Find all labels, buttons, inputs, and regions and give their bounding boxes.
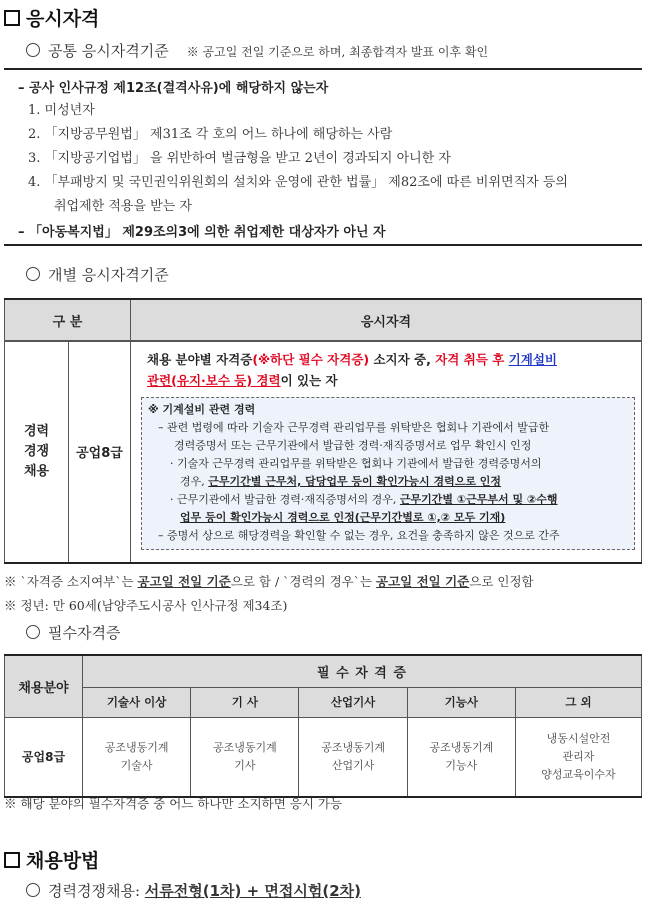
note-emph: 공고일 전일 기준 — [137, 574, 231, 589]
table-header-division: 구 분 — [5, 299, 131, 341]
recruitment-method-label: 경력경쟁채용: — [48, 882, 145, 900]
note-part: 으로 인정함 — [469, 574, 534, 589]
table-cell — [191, 717, 299, 797]
note-retirement-age: ※ 정년: 만 60세(남양주도시공사 인사규정 제34조) — [4, 598, 288, 613]
cell-line: 산업기사 — [331, 758, 375, 772]
cell-line: 냉동시설안전 — [546, 731, 611, 745]
common-criteria-note: ※ 공고일 전일 기준으로 하며, 최종합격자 발표 이후 확인 — [186, 45, 489, 59]
note-emph: 공고일 전일 기준 — [376, 574, 470, 589]
req-text-mech: 기계설비 — [508, 352, 557, 367]
req-text-g: 이 있는 자 — [280, 373, 338, 388]
recruitment-method-value: 서류전형(1차) + 면접시험(2차) — [144, 882, 361, 900]
career-note-emph: 근무기간별 ①근무부서 및 ②수행 — [399, 493, 558, 506]
table-cell — [83, 717, 191, 797]
disqualification-list — [28, 99, 568, 219]
career-note-title: ※ 기계설비 관련 경력 — [148, 403, 256, 416]
qualification-text — [141, 349, 635, 391]
section-title-qualifications — [4, 4, 99, 31]
table-header-col: 기능사 — [407, 687, 515, 717]
list-item: 2. 「지방공무원법」 제31조 각 호의 어느 하나에 해당하는 사람 — [28, 127, 393, 142]
row-group-career: 경력 경쟁 채용 — [5, 341, 69, 564]
disqualification-heading: – 공사 인사규정 제12조(결격사유)에 해당하지 않는자 — [18, 81, 329, 96]
req-text-c: 소지자 중, — [369, 352, 436, 367]
note-part: ※ `자격증 소지여부`는 — [4, 574, 138, 589]
common-criteria-line — [26, 40, 488, 61]
cell-line: 관리자 — [562, 749, 595, 763]
section-title-recruitment-method — [4, 846, 99, 873]
individual-criteria-label: 개별 응시자격기준 — [48, 266, 169, 284]
note-any-one-cert: ※ 해당 분야의 필수자격증 중 어느 하나만 소지하면 응시 가능 — [4, 796, 343, 811]
common-criteria-label: 공통 응시자격기준 — [48, 42, 169, 60]
divider-top — [4, 68, 642, 70]
checkbox-square-icon — [4, 852, 20, 868]
checkbox-square-icon — [4, 10, 20, 26]
table-header-required: 필 수 자 격 증 — [83, 655, 642, 687]
table-header-col: 그 외 — [515, 687, 641, 717]
cell-line: 양성교육이수자 — [541, 767, 616, 781]
career-note-line: · 기술자 근무경력 관리업무를 위탁받은 협회나 기관에서 발급한 경력증명서의 — [170, 457, 542, 470]
note-qualification-date — [4, 572, 534, 590]
career-note-box — [141, 397, 635, 550]
table-header-col: 기 사 — [191, 687, 299, 717]
career-note-emph: 업무 등이 확인가능시 경력으로 인정(근무기간별로 ①,② 모두 기재) — [180, 511, 506, 524]
career-note-line — [148, 473, 628, 491]
req-text-related-career: 관련(유지·보수 등) 경력 — [147, 373, 281, 388]
career-note-line — [148, 491, 628, 509]
row-field-industrial8: 공업8급 — [5, 717, 83, 797]
career-note-part: 경우, — [180, 475, 209, 488]
individual-criteria-line — [26, 264, 169, 285]
table-cell — [407, 717, 515, 797]
circle-bullet-icon — [26, 625, 40, 639]
circle-bullet-icon — [26, 883, 40, 897]
qualification-cell — [131, 341, 642, 564]
row-field-industrial8: 공업8급 — [69, 341, 131, 564]
career-note-line: – 관련 법령에 따라 기술자 근무경력 관리업무를 위탁받은 협회나 기관에서 발급한 — [158, 421, 550, 434]
divider-bottom — [4, 244, 642, 246]
circle-bullet-icon — [26, 43, 40, 57]
required-cert-label: 필수자격증 — [48, 624, 121, 642]
child-welfare-law-line: – 「아동복지법」 제29조의3에 의한 취업제한 대상자가 아닌 자 — [18, 225, 386, 240]
qualification-table-body — [4, 340, 642, 564]
career-note-emph: 근무기간별 근무처, 담당업무 등이 확인가능시 경력으로 인정 — [208, 475, 502, 488]
recruitment-method-line — [26, 880, 361, 901]
required-cert-line — [26, 622, 120, 643]
career-note-line: – 증명서 상으로 해당경력을 확인할 수 없는 경우, 요건을 충족하지 않은 것으로 간주 — [158, 529, 560, 542]
req-text-a: 채용 분야별 자격증 — [147, 352, 253, 367]
cell-line: 기사 — [234, 758, 256, 772]
required-cert-table — [4, 654, 642, 798]
list-item: 3. 「지방공기업법」 을 위반하여 벌금형을 받고 2년이 경과되지 아니한 자 — [28, 151, 451, 166]
cell-line: 공조냉동기계 — [104, 740, 169, 754]
req-text-required: (※하단 필수 자격증) — [252, 352, 370, 367]
note-part: 으로 함 / `경력의 경우`는 — [230, 574, 377, 589]
qualification-table — [4, 298, 642, 342]
career-note-line: 경력증명서 또는 근무기관에서 발급한 경력·재직증명서로 업무 확인시 인정 — [174, 439, 532, 452]
list-item: 취업제한 적용을 받는 자 — [54, 199, 192, 214]
table-cell — [515, 717, 641, 797]
cell-line: 기능사 — [445, 758, 478, 772]
table-cell — [299, 717, 407, 797]
list-item: 1. 미성년자 — [28, 103, 95, 118]
cell-line: 공조냉동기계 — [321, 740, 385, 754]
cell-line: 공조냉동기계 — [429, 740, 494, 754]
table-header-col: 산업기사 — [299, 687, 407, 717]
section-title-text: 응시자격 — [26, 8, 100, 30]
cell-line: 기술사 — [120, 758, 153, 772]
list-item: 4. 「부패방지 및 국민권익위원회의 설치와 운영에 관한 법률」 제82조에 따른 비위면직자 등의 — [28, 175, 568, 190]
circle-bullet-icon — [26, 267, 40, 281]
table-header-qualification: 응시자격 — [131, 299, 642, 341]
req-text-after-acquire: 자격 취득 후 — [435, 352, 509, 367]
cell-line: 공조냉동기계 — [212, 740, 277, 754]
career-note-part: · 근무기관에서 발급한 경력·재직증명서의 경우, — [170, 493, 400, 506]
section-title-text: 채용방법 — [26, 850, 100, 872]
table-header-field: 채용분야 — [5, 655, 83, 717]
table-header-col: 기술사 이상 — [83, 687, 191, 717]
